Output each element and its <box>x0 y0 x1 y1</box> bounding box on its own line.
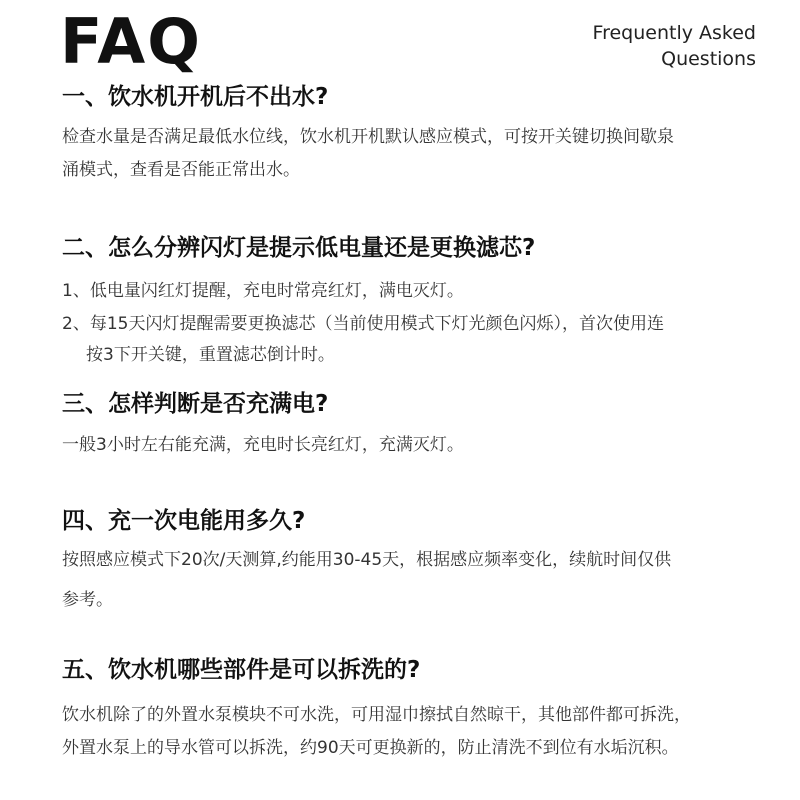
question-3: 三、怎样判断是否充满电? <box>62 391 329 417</box>
subtitle-line-2: Questions <box>661 48 756 70</box>
answer-1-line-1: 检查水量是否满足最低水位线，饮水机开机默认感应模式，可按开关键切换间歇泉 <box>62 127 674 147</box>
answer-1-line-2: 涌模式，查看是否能正常出水。 <box>62 160 300 180</box>
answer-2-line-1: 1、低电量闪红灯提醒，充电时常亮红灯，满电灭灯。 <box>62 281 464 301</box>
answer-4-line-2: 参考。 <box>62 590 113 610</box>
question-4: 四、充一次电能用多久? <box>62 508 306 534</box>
subtitle-line-1: Frequently Asked <box>592 22 756 44</box>
question-2: 二、怎么分辨闪灯是提示低电量还是更换滤芯? <box>62 235 536 261</box>
answer-5-line-1: 饮水机除了的外置水泵模块不可水洗，可用湿巾擦拭自然晾干，其他部件都可拆洗， <box>62 705 691 725</box>
question-5: 五、饮水机哪些部件是可以拆洗的? <box>62 657 421 683</box>
answer-2-line-3: 按3下开关键，重置滤芯倒计时。 <box>86 345 335 365</box>
faq-title: FAQ <box>60 5 202 78</box>
question-1: 一、饮水机开机后不出水? <box>62 84 329 110</box>
answer-5-line-2: 外置水泵上的导水管可以拆洗，约90天可更换新的，防止清洗不到位有水垢沉积。 <box>62 738 679 758</box>
answer-2-line-2: 2、每15天闪灯提醒需要更换滤芯（当前使用模式下灯光颜色闪烁），首次使用连 <box>62 314 664 334</box>
faq-subtitle <box>593 20 756 72</box>
answer-4-line-1: 按照感应模式下20次/天测算,约能用30-45天，根据感应频率变化，续航时间仅供 <box>62 550 672 570</box>
answer-3-line-1: 一般3小时左右能充满，充电时长亮红灯，充满灭灯。 <box>62 435 464 455</box>
